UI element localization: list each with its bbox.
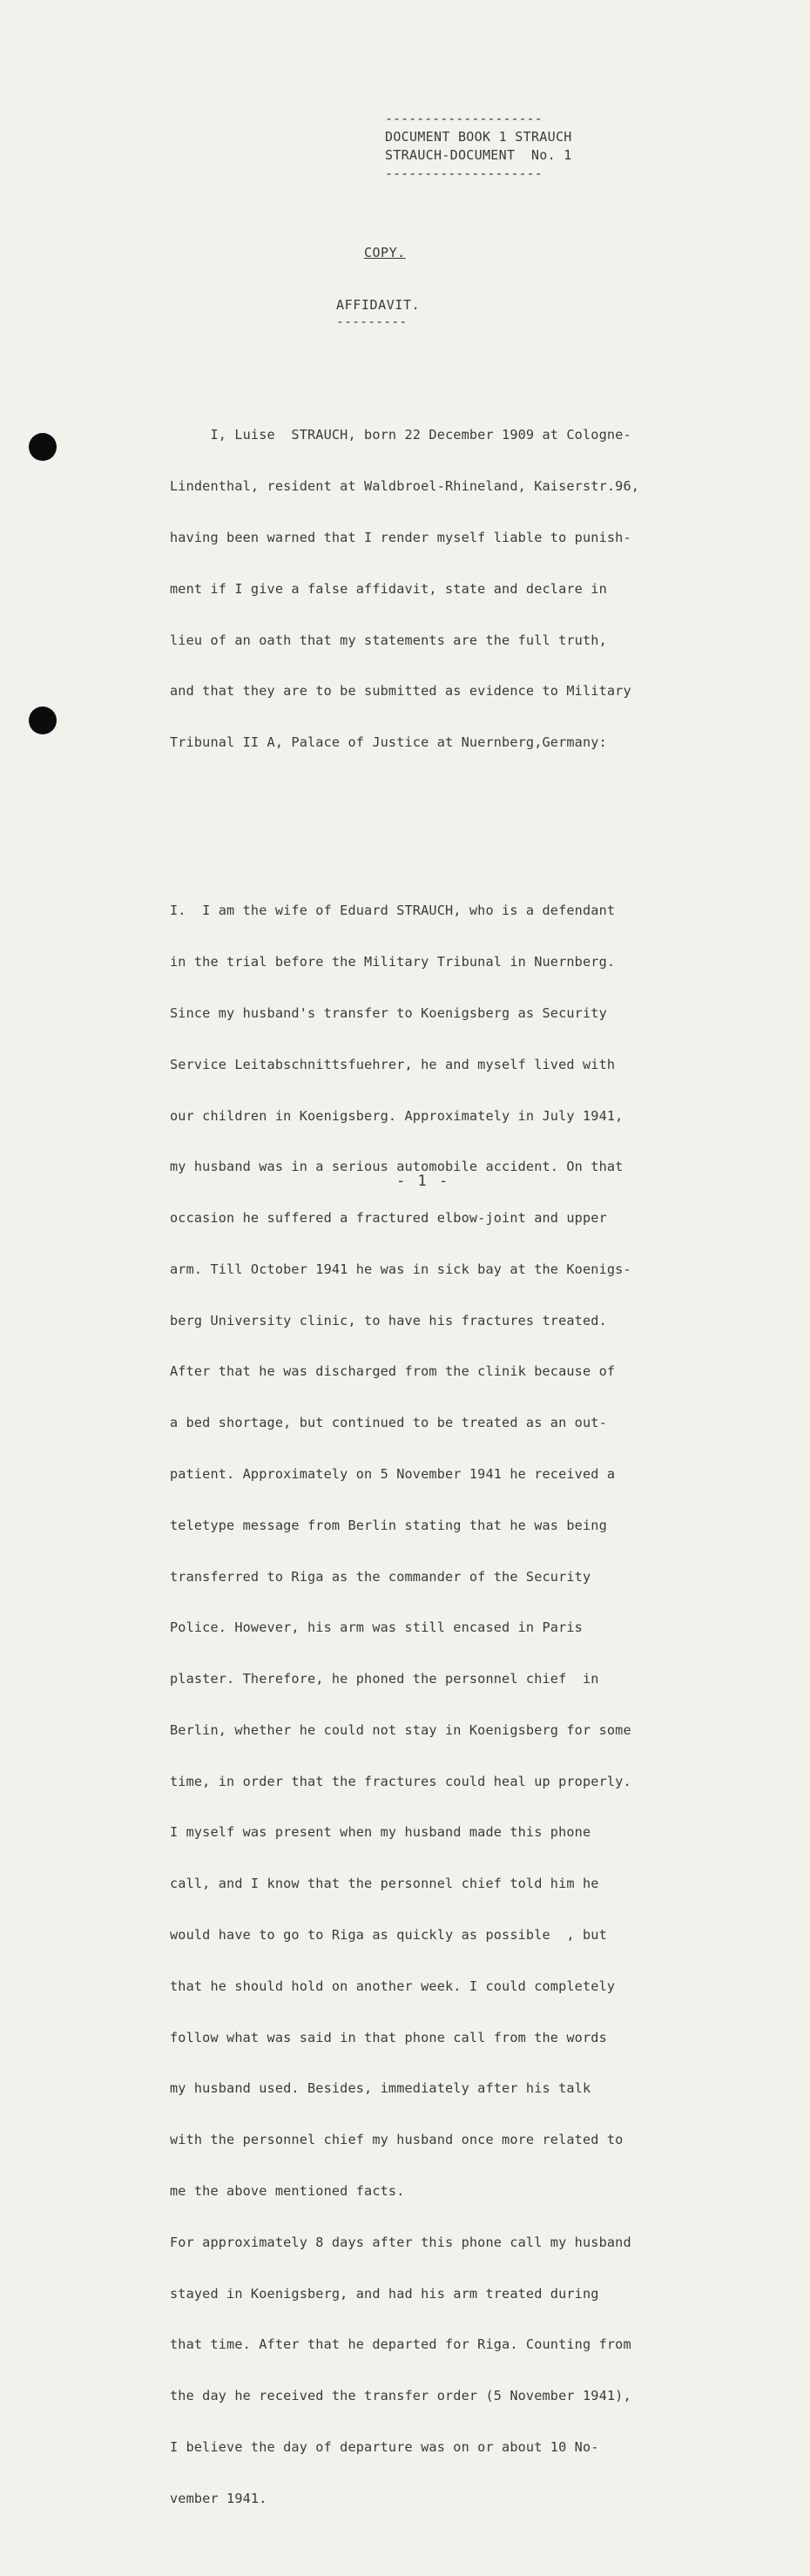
text-line: Lindenthal, resident at Waldbroel-Rhineland, Kaiserstr.96, [170,478,640,495]
header-document-book: DOCUMENT BOOK 1 STRAUCH [385,129,572,145]
header-rule-top: -------------------- [385,111,543,126]
text-line: my husband used. Besides, immediately after his talk [170,2080,591,2097]
text-line: Since my husband's transfer to Koenigsberg as Security [170,1004,607,1021]
text-line: my husband was in a serious automobile accident. On that [170,1159,624,1175]
text-line: After that he was discharged from the clinik because of [170,1363,616,1380]
punch-hole-lower [29,707,57,734]
page-number: - 1 - [396,1173,450,1190]
text-line: For approximately 8 days after this phone call my husband [170,2234,631,2250]
text-line: that he should hold on another week. I could completely [170,1978,616,1994]
affidavit-underline: --------- [336,314,408,329]
paragraph-gap [170,820,771,835]
text-line: I myself was present when my husband made this phone [170,1824,591,1841]
text-line: and that they are to be submitted as evidence to Military [170,683,631,700]
text-line: teletype message from Berlin stating that he was being [170,1517,607,1533]
text-line: Tribunal II A, Palace of Justice at Nuernberg,Germany: [170,734,607,751]
text-line: with the personnel chief my husband once more related to [170,2132,624,2148]
text-line: time, in order that the fractures could heal up properly. [170,1773,631,1789]
intro-paragraph [170,393,771,786]
document-header [385,110,638,183]
affidavit-title: AFFIDAVIT. [336,297,421,313]
text-line: transferred to Riga as the commander of the Security [170,1568,591,1585]
text-line: our children in Koenigsberg. Approximately in July 1941, [170,1107,624,1124]
text-line: Service Leitabschnittsfuehrer, he and myself lived with [170,1056,616,1072]
header-document-number: STRAUCH-DOCUMENT No. 1 [385,147,572,163]
section-one-paragraph [170,869,771,2541]
text-line: in the trial before the Military Tribunal in Nuernberg. [170,954,616,970]
text-line: vember 1941. [170,2490,267,2506]
header-rule-bottom: -------------------- [385,166,543,181]
text-line: me the above mentioned facts. [170,2182,405,2199]
text-line: having been warned that I render myself liable to punish- [170,529,631,545]
copy-label: COPY. [364,245,406,260]
text-line: I. I am the wife of Eduard STRAUCH, who is a defendant [170,903,616,919]
text-line: would have to go to Riga as quickly as possible , but [170,1927,607,1944]
text-line: berg University clinic, to have his fractures treated. [170,1312,607,1329]
text-line: follow what was said in that phone call from the words [170,2029,607,2045]
text-line: arm. Till October 1941 he was in sick bay at the Koenigs- [170,1261,631,1277]
text-line: lieu of an oath that my statements are the full truth, [170,632,607,648]
text-line: Berlin, whether he could not stay in Koenigsberg for some [170,1721,631,1738]
text-line: patient. Approximately on 5 November 1941 he received a [170,1466,616,1482]
affidavit-body [170,359,771,2576]
text-line: that time. After that he departed for Riga. Counting from [170,2336,631,2353]
text-line: occasion he suffered a fractured elbow-joint and upper [170,1210,607,1227]
punch-hole-upper [29,433,57,461]
text-line: stayed in Koenigsberg, and had his arm treated during [170,2285,599,2302]
text-line: a bed shortage, but continued to be treated as an out- [170,1415,607,1431]
text-line: the day he received the transfer order (5 November 1941), [170,2388,631,2404]
text-line: I, Luise STRAUCH, born 22 December 1909 at Cologne- [170,427,631,443]
text-line: call, and I know that the personnel chief told him he [170,1876,599,1892]
text-line: plaster. Therefore, he phoned the personnel chief in [170,1671,599,1687]
text-line: ment if I give a false affidavit, state and declare in [170,580,607,597]
text-line: I believe the day of departure was on or about 10 No- [170,2438,599,2455]
text-line: Police. However, his arm was still encased in Paris [170,1619,583,1636]
